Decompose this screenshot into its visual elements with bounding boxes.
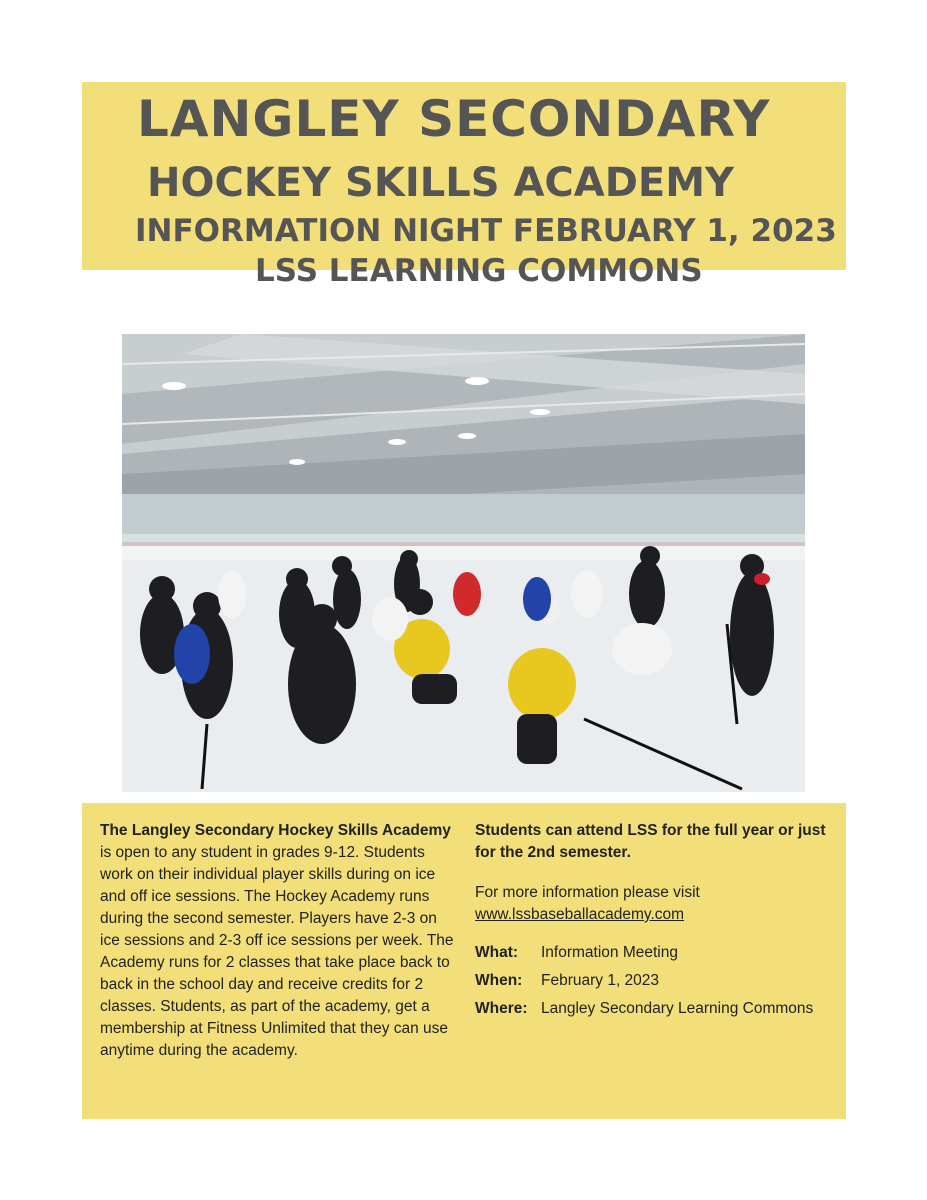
detail-when-value: February 1, 2023 bbox=[541, 972, 660, 989]
detail-when bbox=[475, 970, 835, 992]
academy-description bbox=[100, 820, 460, 1062]
academy-body: is open to any student in grades 9-12. Students work on their individual player skills during on ice and off ice sessions. The Hockey Academy runs during the second semester. Players have 2-3 on ice sessions and 2-3 off ice sessions per week. The Academy runs for 2 classes that take place back to back in the school day and receive credits for 2 classes. Students, as part of the academy, get a membership at Fitness Unlimited that they can use anytime during the academy. bbox=[100, 844, 454, 1059]
title-event-date: INFORMATION NIGHT FEBRUARY 1, 2023 bbox=[135, 213, 837, 249]
title-location: LSS LEARNING COMMONS bbox=[255, 253, 703, 289]
website-link[interactable]: www.lssbaseballacademy.com bbox=[475, 906, 685, 923]
detail-where bbox=[475, 998, 835, 1020]
detail-what bbox=[475, 942, 835, 964]
attendance-note: Students can attend LSS for the full year or just for the 2nd semester. bbox=[475, 822, 826, 861]
hockey-team-photo bbox=[122, 334, 805, 792]
detail-what-value: Information Meeting bbox=[541, 944, 678, 961]
title-program: HOCKEY SKILLS ACADEMY bbox=[147, 160, 735, 206]
academy-name: The Langley Secondary Hockey Skills Academy bbox=[100, 822, 451, 839]
detail-when-label: When: bbox=[475, 972, 523, 989]
detail-what-label: What: bbox=[475, 944, 519, 961]
attendance-info bbox=[475, 820, 835, 1020]
title-school: LANGLEY SECONDARY bbox=[137, 90, 771, 148]
detail-where-value: Langley Secondary Learning Commons bbox=[541, 1000, 814, 1017]
detail-where-label: Where: bbox=[475, 1000, 528, 1017]
rink-illustration bbox=[122, 334, 805, 792]
more-info-text: For more information please visit bbox=[475, 884, 700, 901]
